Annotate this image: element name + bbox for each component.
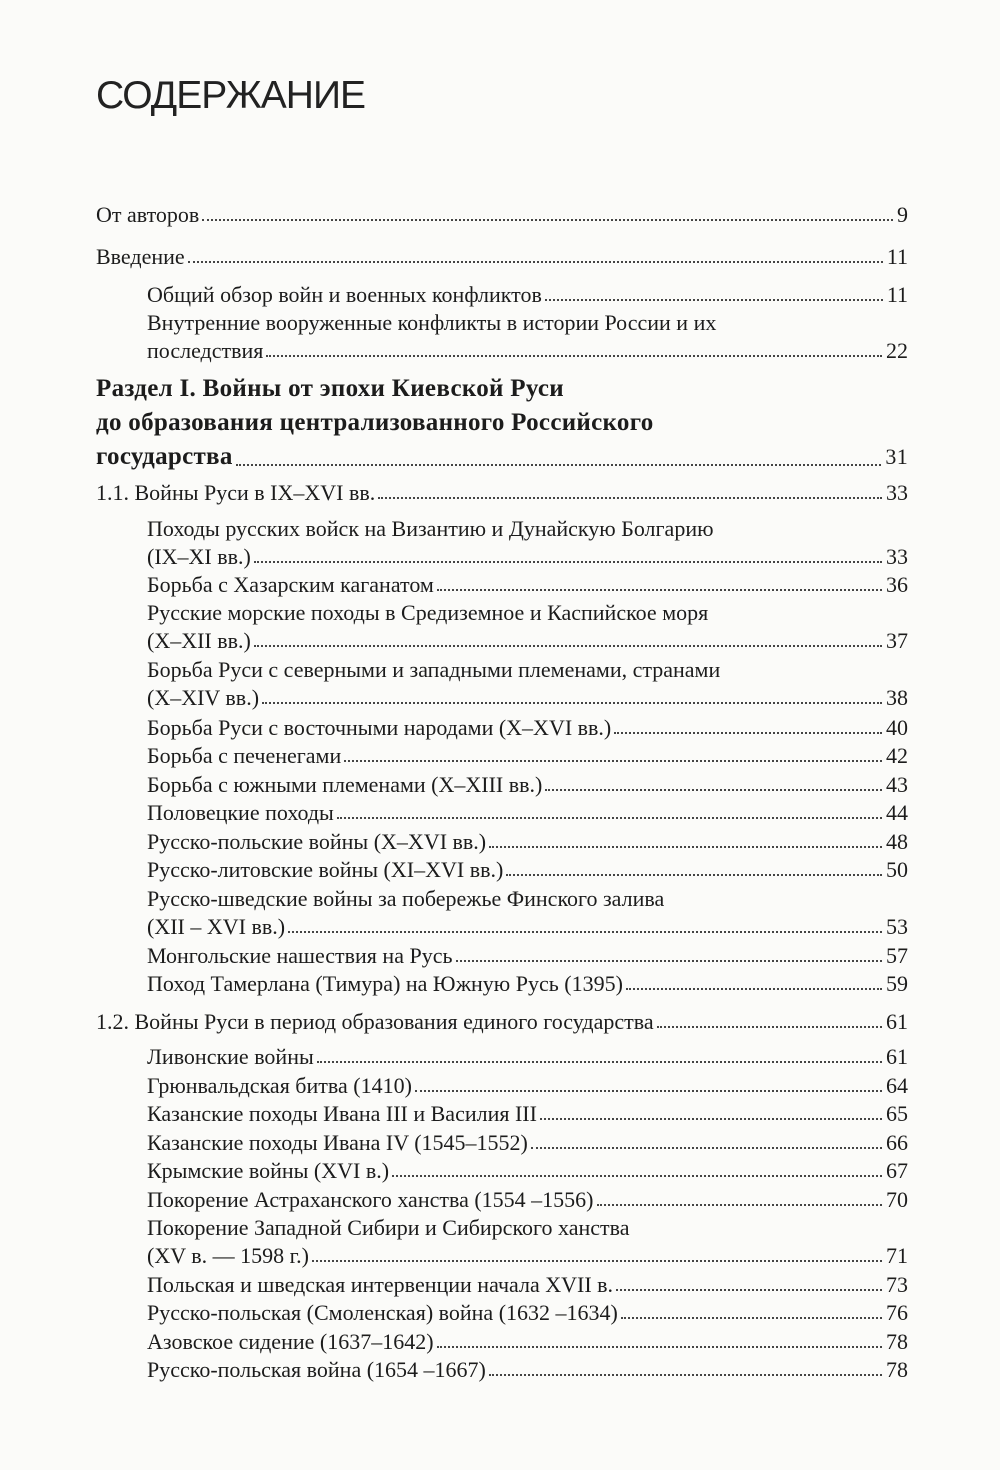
page-number: 73 — [886, 1272, 908, 1297]
dot-leader — [437, 1346, 882, 1348]
toc-entry-title: Грюнвальдская битва (1410) — [147, 1073, 412, 1098]
dot-leader — [456, 960, 883, 962]
page-number: 44 — [886, 800, 908, 825]
toc-entry-title: Борьба с печенегами — [147, 743, 342, 768]
page-number: 64 — [886, 1073, 908, 1098]
toc-entry-title: Русско-польская (Смоленская) война (1632 –1634) — [147, 1300, 618, 1325]
dot-leader — [489, 846, 882, 848]
dot-leader — [266, 355, 882, 357]
page-title: СОДЕРЖАНИЕ — [96, 74, 366, 117]
page-number: 11 — [886, 282, 908, 307]
toc-entry-title: Казанские походы Ивана IV (1545–1552) — [147, 1130, 528, 1155]
dot-leader — [254, 561, 882, 563]
page-number: 61 — [886, 1009, 908, 1034]
toc-entry-title: Поход Тамерлана (Тимура) на Южную Русь (1395) — [147, 971, 623, 996]
dot-leader — [236, 464, 882, 466]
toc-entry-title: Борьба Руси с восточными народами (X–XVI вв.) — [147, 715, 612, 740]
toc-entry-title: Казанские походы Ивана III и Василия III — [147, 1101, 537, 1126]
toc-entry-line: Русские морские походы в Средиземное и Каспийское моря — [147, 600, 709, 625]
toc-entry-title: (X–XIV вв.) — [147, 685, 260, 710]
page-number: 31 — [885, 444, 908, 469]
toc-entry-title: Борьба с Хазарским каганатом — [147, 572, 434, 597]
toc-entry-title: Половецкие походы — [147, 800, 334, 825]
toc-entry-title: Русско-польские войны (X–XVI вв.) — [147, 829, 487, 854]
dot-leader — [545, 789, 882, 791]
toc-entry-line: Покорение Западной Сибири и Сибирского ханства — [147, 1215, 630, 1240]
toc-entry-title: Покорение Астраханского ханства (1554 –1556) — [147, 1187, 594, 1212]
toc-entry-title: Русско-литовские войны (XI–XVI вв.) — [147, 857, 504, 882]
dot-leader — [545, 299, 883, 301]
dot-leader — [616, 1289, 882, 1291]
dot-leader — [312, 1260, 882, 1262]
page-number: 70 — [886, 1187, 908, 1212]
toc-entry-title: (IX–XI вв.) — [147, 544, 251, 569]
page-number: 11 — [886, 244, 908, 269]
toc-entry-title: Азовское сидение (1637–1642) — [147, 1329, 434, 1354]
toc-entry-title: Польская и шведская интервенции начала XVII в. — [147, 1272, 614, 1297]
dot-leader — [188, 261, 883, 263]
page-number: 36 — [886, 572, 908, 597]
page-number: 22 — [886, 338, 908, 363]
page-number: 76 — [886, 1300, 908, 1325]
page-number: 50 — [886, 857, 908, 882]
dot-leader — [614, 732, 882, 734]
page-number: 40 — [886, 715, 908, 740]
toc-entry-title: Крымские войны (XVI в.) — [147, 1158, 390, 1183]
toc-entry-title: Ливонские войны — [147, 1044, 314, 1069]
dot-leader — [540, 1118, 882, 1120]
page-number: 9 — [897, 202, 908, 227]
page-number: 65 — [886, 1101, 908, 1126]
page-number: 57 — [886, 943, 908, 968]
dot-leader — [317, 1061, 882, 1063]
page-number: 53 — [886, 914, 908, 939]
toc-entry-title: (XII – XVI вв.) — [147, 914, 286, 939]
toc-entry-title: (XV в. — 1598 г.) — [147, 1243, 309, 1268]
toc-entry-title: От авторов — [96, 202, 200, 227]
toc-entry-title: Монгольские нашествия на Русь — [147, 943, 453, 968]
toc-entry-line: Внутренние вооруженные конфликты в истории России и их — [147, 310, 717, 335]
dot-leader — [489, 1374, 882, 1376]
toc-entry-title: последствия — [147, 338, 264, 363]
page-number: 33 — [886, 480, 908, 505]
toc-entry-title: государства — [96, 443, 233, 470]
toc-entry-title: Введение — [96, 244, 185, 269]
toc-entry-line: Походы русских войск на Византию и Дунайскую Болгарию — [147, 516, 714, 541]
toc-entry-line: Борьба Руси с северными и западными племенами, странами — [147, 657, 721, 682]
dot-leader — [288, 931, 882, 933]
toc-entry-title: Русско-польская война (1654 –1667) — [147, 1357, 486, 1382]
page-number: 38 — [886, 685, 908, 710]
dot-leader — [262, 702, 882, 704]
page-number: 66 — [886, 1130, 908, 1155]
dot-leader — [415, 1090, 882, 1092]
toc-entry-title: (X–XII вв.) — [147, 628, 251, 653]
page-number: 67 — [886, 1158, 908, 1183]
toc-entry-title: 1.2. Войны Руси в период образования единого государства — [96, 1009, 654, 1034]
toc-entry-line: до образования централизованного Российского — [96, 409, 654, 436]
toc-entry-line: Русско-шведские войны за побережье Финского залива — [147, 886, 665, 911]
dot-leader — [437, 589, 882, 591]
page-number: 78 — [886, 1357, 908, 1382]
dot-leader — [626, 988, 882, 990]
dot-leader — [657, 1026, 882, 1028]
dot-leader — [254, 645, 882, 647]
dot-leader — [621, 1317, 882, 1319]
toc-entry-title: Общий обзор войн и военных конфликтов — [147, 282, 542, 307]
page-number: 43 — [886, 772, 908, 797]
toc-entry-line: Раздел I. Войны от эпохи Киевской Руси — [96, 375, 564, 402]
page-number: 37 — [886, 628, 908, 653]
dot-leader — [597, 1204, 883, 1206]
page-number: 59 — [886, 971, 908, 996]
page-number: 42 — [886, 743, 908, 768]
page-number: 71 — [886, 1243, 908, 1268]
dot-leader — [202, 219, 893, 221]
dot-leader — [531, 1147, 882, 1149]
dot-leader — [378, 497, 882, 499]
dot-leader — [392, 1175, 882, 1177]
dot-leader — [337, 817, 882, 819]
toc-entry-title: 1.1. Войны Руси в IX–XVI вв. — [96, 480, 376, 505]
dot-leader — [344, 760, 882, 762]
page-number: 78 — [886, 1329, 908, 1354]
page-number: 61 — [886, 1044, 908, 1069]
page-number: 33 — [886, 544, 908, 569]
dot-leader — [506, 874, 882, 876]
toc-entry-title: Борьба с южными племенами (X–XIII вв.) — [147, 772, 543, 797]
page-number: 48 — [886, 829, 908, 854]
